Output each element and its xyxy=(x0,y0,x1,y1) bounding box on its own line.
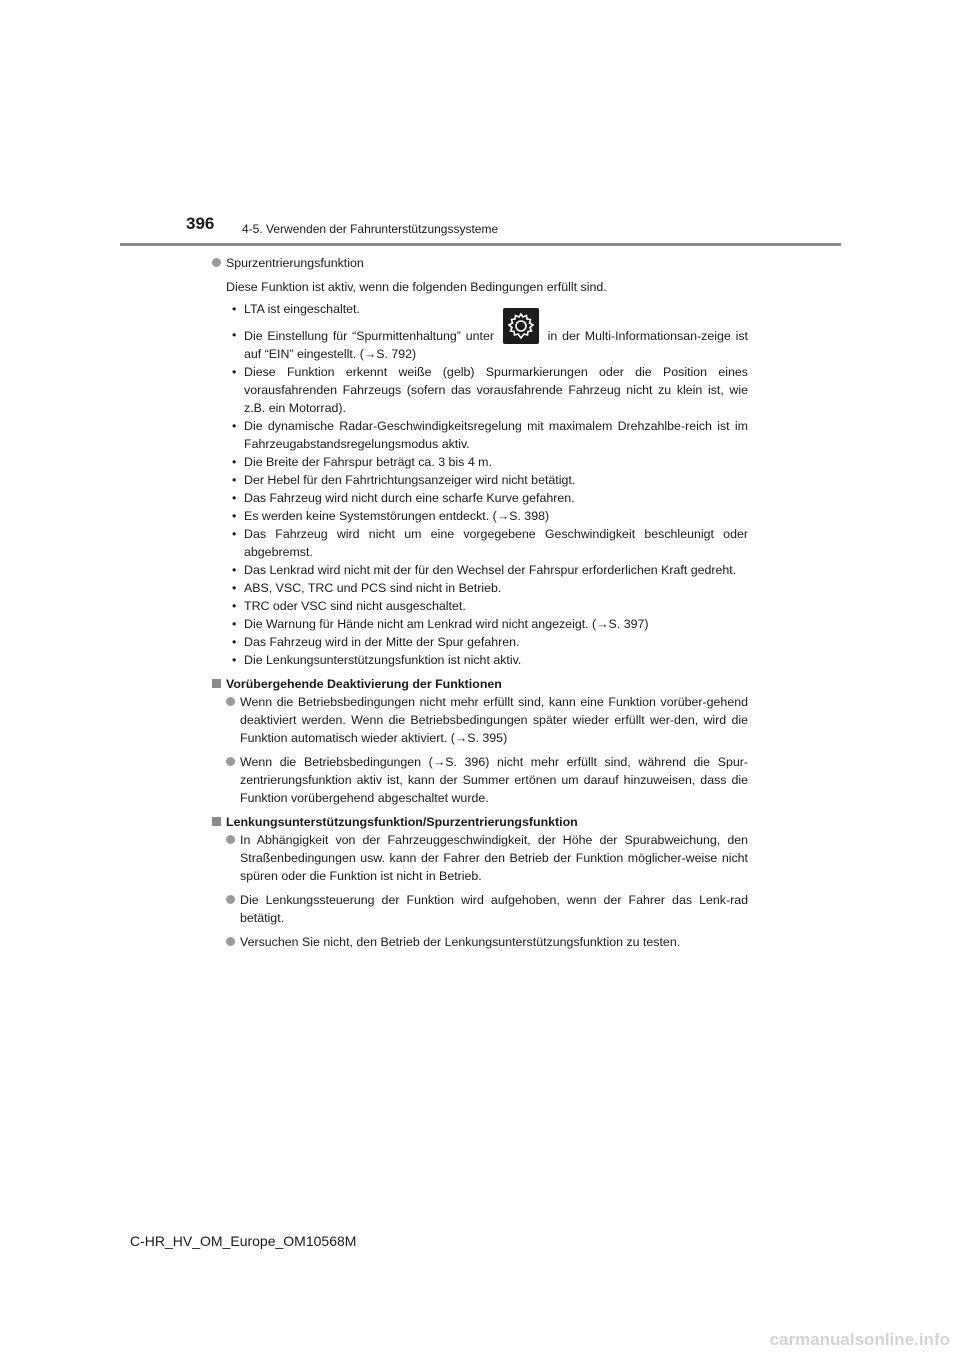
list-item: Die Lenkungssteuerung der Funktion wird aufgehoben, wenn der Fahrer das Lenk-rad betätigt. xyxy=(226,891,748,927)
condition-list xyxy=(232,300,748,669)
page-content xyxy=(212,254,748,951)
circle-bullet-icon xyxy=(226,757,235,766)
intro-text: Diese Funktion ist aktiv, wenn die folgenden Bedingungen erfüllt sind. xyxy=(226,280,607,294)
circle-bullet-icon xyxy=(226,937,235,946)
list-item: In Abhängigkeit von der Fahrzeuggeschwindigkeit, der Höhe der Spurabweichung, den Straßenbedingungen usw. kann der Fahrer den Betrieb der Funktion möglicher-weise nicht spüren oder die Funktion ist nicht in Betrieb. xyxy=(226,831,748,885)
list-item: • LTA ist eingeschaltet. xyxy=(232,302,360,316)
list-item: Versuchen Sie nicht, den Betrieb der Lenkungsunterstützungsfunktion zu testen. xyxy=(226,933,748,951)
list-item: • Diese Funktion erkennt weiße (gelb) Spurmarkierungen oder die Position eines vorausfahrenden Fahrzeugs (sofern das vorausfahrende Fahrzeug nicht zu klein ist, wie z.B. ein Motorrad). xyxy=(232,365,748,415)
list-item: • Es werden keine Systemstörungen entdeckt. (→S. 398) xyxy=(232,509,550,523)
section-title: 4-5. Verwenden der Fahrunterstützungssysteme xyxy=(242,222,499,236)
page-number: 396 xyxy=(186,214,215,233)
list-item: • Die Lenkungsunterstützungsfunktion ist nicht aktiv. xyxy=(232,653,522,667)
watermark: carmanualsonline.info xyxy=(769,1330,950,1349)
heading-text: Spurzentrierungsfunktion xyxy=(226,256,364,270)
header-divider xyxy=(120,243,841,246)
document-id: C-HR_HV_OM_Europe_OM10568M xyxy=(130,1233,357,1249)
list-item: Wenn die Betriebsbedingungen nicht mehr erfüllt sind, kann eine Funktion vorüber-gehend deaktiviert werden. Wenn die Betriebsbedingungen später wieder erfüllt wer-den, wird die Funktion automatisch wieder aktiviert. (→S. 395) xyxy=(226,693,748,747)
gear-icon xyxy=(503,308,539,344)
list-item: • Das Lenkrad wird nicht mit der für den Wechsel der Fahrspur erforderlichen Kraft gedreht. xyxy=(232,563,737,577)
square-bullet-icon xyxy=(212,817,221,826)
circle-bullet-icon xyxy=(212,258,221,267)
section-heading-deaktivierung: Vorübergehende Deaktivierung der Funktionen xyxy=(212,675,748,693)
list-item: • Die dynamische Radar-Geschwindigkeitsregelung mit maximalem Drehzahlbe-reich ist im Fahrzeugabstandsregelungsmodus aktiv. xyxy=(232,419,748,451)
list-item: • Das Fahrzeug wird in der Mitte der Spur gefahren. xyxy=(232,635,520,649)
circle-bullet-icon xyxy=(226,835,235,844)
circle-bullet-icon xyxy=(226,895,235,904)
list-item: • Die Warnung für Hände nicht am Lenkrad wird nicht angezeigt. (→S. 397) xyxy=(232,617,649,631)
list-item: • Die Einstellung für “Spurmittenhaltung” unter in der Multi-Informationsan-zeige ist auf “EIN” eingestellt. (→S. 792) xyxy=(232,326,748,363)
section-heading-lenkungsunterstuetzung: Lenkungsunterstützungsfunktion/Spurzentrierungsfunktion xyxy=(212,813,748,831)
list-item: • ABS, VSC, TRC und PCS sind nicht in Betrieb. xyxy=(232,581,502,595)
list-item: Wenn die Betriebsbedingungen (→S. 396) nicht mehr erfüllt sind, während die Spur-zentrierungsfunktion aktiv ist, kann der Summer ertönen um darauf hinzuweisen, dass die Funktion vorübergehend abgeschaltet wurde. xyxy=(226,753,748,807)
list-item: • Die Breite der Fahrspur beträgt ca. 3 bis 4 m. xyxy=(232,455,492,469)
list-item: • Das Fahrzeug wird nicht durch eine scharfe Kurve gefahren. xyxy=(232,491,575,505)
list-item: • Das Fahrzeug wird nicht um eine vorgegebene Geschwindigkeit beschleunigt oder abgebremst. xyxy=(232,527,748,559)
circle-bullet-icon xyxy=(226,697,235,706)
section-heading-spurzentrierung xyxy=(212,254,748,272)
list-item: • TRC oder VSC sind nicht ausgeschaltet. xyxy=(232,599,466,613)
list-item: • Der Hebel für den Fahrtrichtungsanzeiger wird nicht betätigt. xyxy=(232,473,576,487)
square-bullet-icon xyxy=(212,679,221,688)
